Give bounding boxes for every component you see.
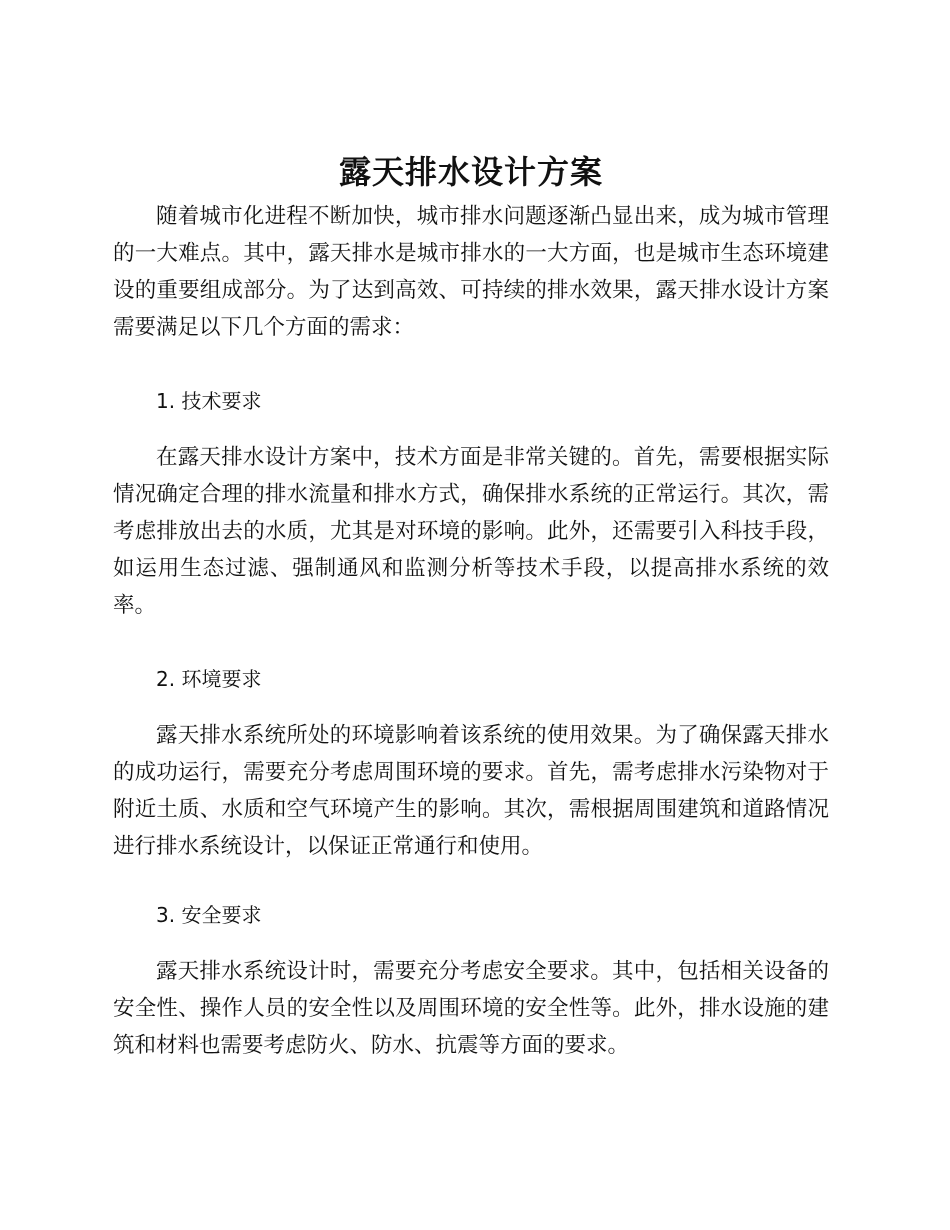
section-body-safety: 露天排水系统设计时，需要充分考虑安全要求。其中，包括相关设备的安全性、操作人员的安全性以及周围环境的安全性等。此外，排水设施的建筑和材料也需要考虑防火、防水、抗震等方面的要求。 [113,959,829,1058]
section-heading-environment: 2. 环境要求 [156,667,262,691]
page-title: 露天排水设计方案 [338,153,603,191]
section-body-technical: 在露天排水设计方案中，技术方面是非常关键的。首先，需要根据实际情况确定合理的排水流量和排水方式，确保排水系统的正常运行。其次，需考虑排放出去的水质，尤其是对环境的影响。此外，还需要引入科技手段，如运用生态过滤、强制通风和监测分析等技术手段，以提高排水系统的效率。 [113,445,829,618]
section-body-environment: 露天排水系统所处的环境影响着该系统的使用效果。为了确保露天排水的成功运行，需要充分考虑周围环境的要求。首先，需考虑排水污染物对于附近土质、水质和空气环境产生的影响。其次，需根据周围建筑和道路情况进行排水系统设计，以保证正常通行和使用。 [113,723,829,859]
intro-paragraph: 随着城市化进程不断加快，城市排水问题逐渐凸显出来，成为城市管理的一大难点。其中，露天排水是城市排水的一大方面，也是城市生态环境建设的重要组成部分。为了达到高效、可持续的排水效果，露天排水设计方案需要满足以下几个方面的需求： [113,204,829,340]
section-heading-safety: 3. 安全要求 [156,903,262,927]
section-heading-technical: 1. 技术要求 [156,389,262,413]
